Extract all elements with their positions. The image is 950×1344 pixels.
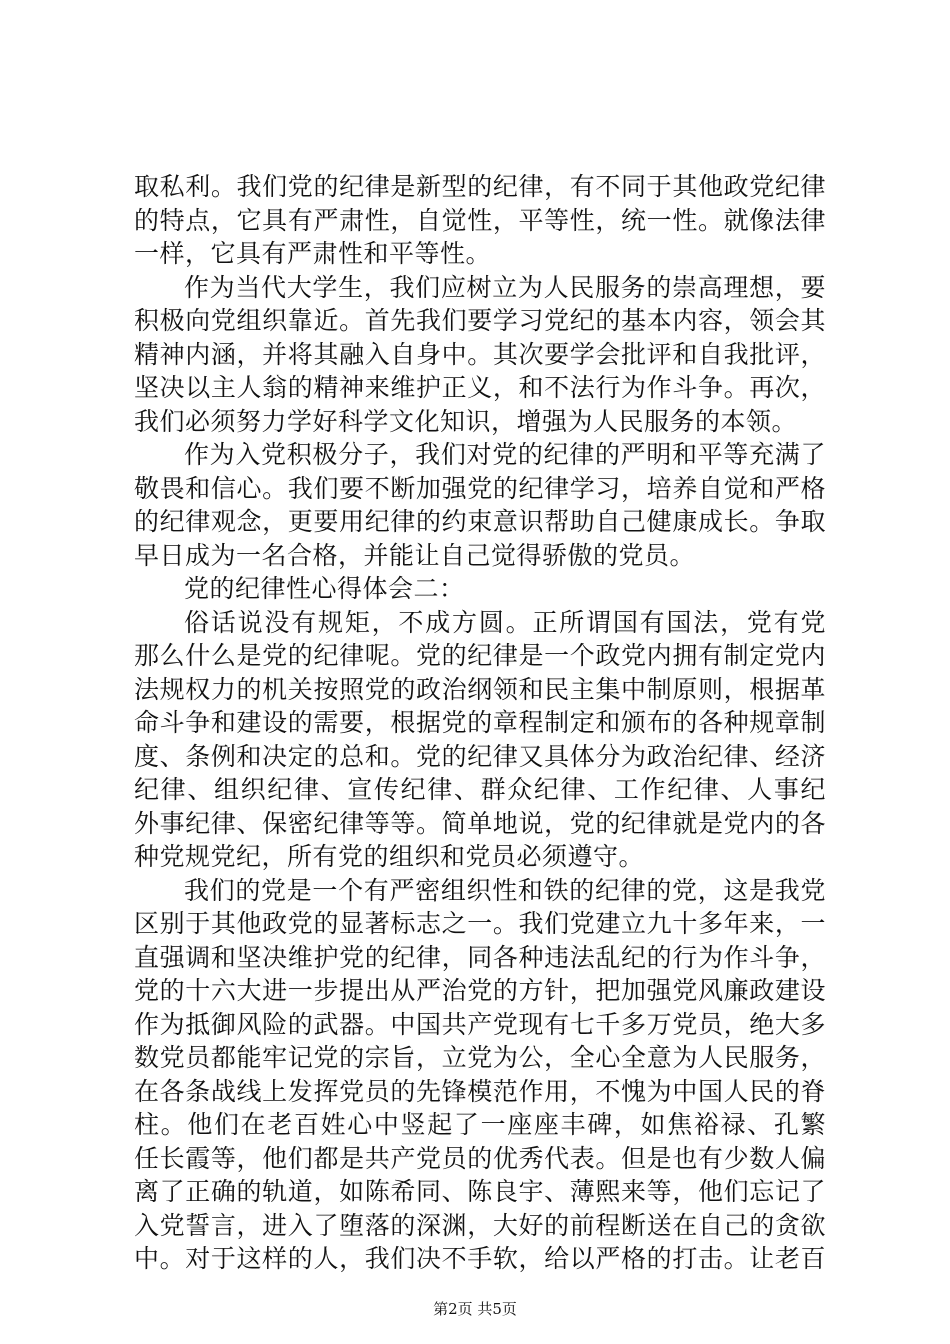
text-line: 柱。他们在老百姓心中竖起了一座座丰碑，如焦裕禄、孔繁	[134, 1110, 826, 1139]
text-line: 作为当代大学生，我们应树立为人民服务的崇高理想，要	[184, 272, 826, 302]
text-line: 纪律、组织纪律、宣传纪律、群众纪律、工作纪律、人事纪	[134, 775, 826, 804]
text-line: 取私利。我们党的纪律是新型的纪律，有不同于其他政党纪律	[134, 172, 826, 201]
text-line: 精神内涵，并将其融入自身中。其次要学会批评和自我批评，	[134, 339, 826, 369]
text-line: 入党誓言，进入了堕落的深渊，大好的前程断送在自己的贪欲	[134, 1210, 826, 1240]
text-line: 度、条例和决定的总和。党的纪律又具体分为政治纪律、经济	[134, 741, 826, 771]
text-line: 我们必须努力学好科学文化知识，增强为人民服务的本领。	[134, 406, 798, 436]
text-line: 的特点，它具有严肃性，自觉性，平等性，统一性。就像法律	[134, 205, 826, 235]
text-line: 任长霞等，他们都是共产党员的优秀代表。但是也有少数人偏	[134, 1143, 826, 1173]
text-line: 直强调和坚决维护党的纪律，同各种违法乱纪的行为作斗争，	[134, 942, 826, 972]
text-line: 法规权力的机关按照党的政治纲领和民主集中制原则，根据革	[134, 674, 826, 704]
text-line: 离了正确的轨道，如陈希同、陈良宇、薄熙来等，他们忘记了	[134, 1177, 826, 1206]
text-line: 党的十六大进一步提出从严治党的方针，把加强党风廉政建设	[134, 976, 826, 1005]
text-line: 积极向党组织靠近。首先我们要学习党纪的基本内容，领会其	[134, 306, 826, 335]
text-line: 的纪律观念，更要用纪律的约束意识帮助自己健康成长。争取	[134, 507, 826, 536]
body-text	[134, 170, 826, 1276]
text-line: 外事纪律、保密纪律等等。简单地说，党的纪律就是党内的各	[134, 808, 826, 838]
text-line: 命斗争和建设的需要，根据党的章程制定和颁布的各种规章制	[134, 708, 826, 737]
text-line: 中。对于这样的人，我们决不手软，给以严格的打击。让老百	[134, 1244, 826, 1273]
text-line: 数党员都能牢记党的宗旨，立党为公，全心全意为人民服务，	[134, 1043, 826, 1072]
text-line: 区别于其他政党的显著标志之一。我们党建立九十多年来，一	[134, 909, 826, 938]
text-line: 俗话说没有规矩，不成方圆。正所谓国有国法，党有党	[184, 607, 826, 637]
text-line: 党的纪律性心得体会二：	[184, 574, 465, 603]
text-line: 作为抵御风险的武器。中国共产党现有七千多万党员，绝大多	[134, 1009, 826, 1039]
text-line: 作为入党积极分子，我们对党的纪律的严明和平等充满了	[184, 440, 826, 469]
text-line: 敬畏和信心。我们要不断加强党的纪律学习，培养自觉和严格	[134, 473, 826, 503]
text-line: 在各条战线上发挥党员的先锋模范作用，不愧为中国人民的脊	[134, 1076, 826, 1106]
text-line: 早日成为一名合格，并能让自己觉得骄傲的党员。	[134, 540, 696, 570]
text-line: 那么什么是党的纪律呢。党的纪律是一个政党内拥有制定党内	[134, 641, 826, 670]
text-line: 种党规党纪，所有党的组织和党员必须遵守。	[134, 842, 645, 871]
text-line: 一样，它具有严肃性和平等性。	[134, 239, 492, 268]
text-line: 坚决以主人翁的精神来维护正义，和不法行为作斗争。再次，	[134, 373, 826, 402]
text-line: 我们的党是一个有严密组织性和铁的纪律的党，这是我党	[184, 875, 826, 905]
page-footer: 第2页 共5页	[433, 1300, 517, 1318]
